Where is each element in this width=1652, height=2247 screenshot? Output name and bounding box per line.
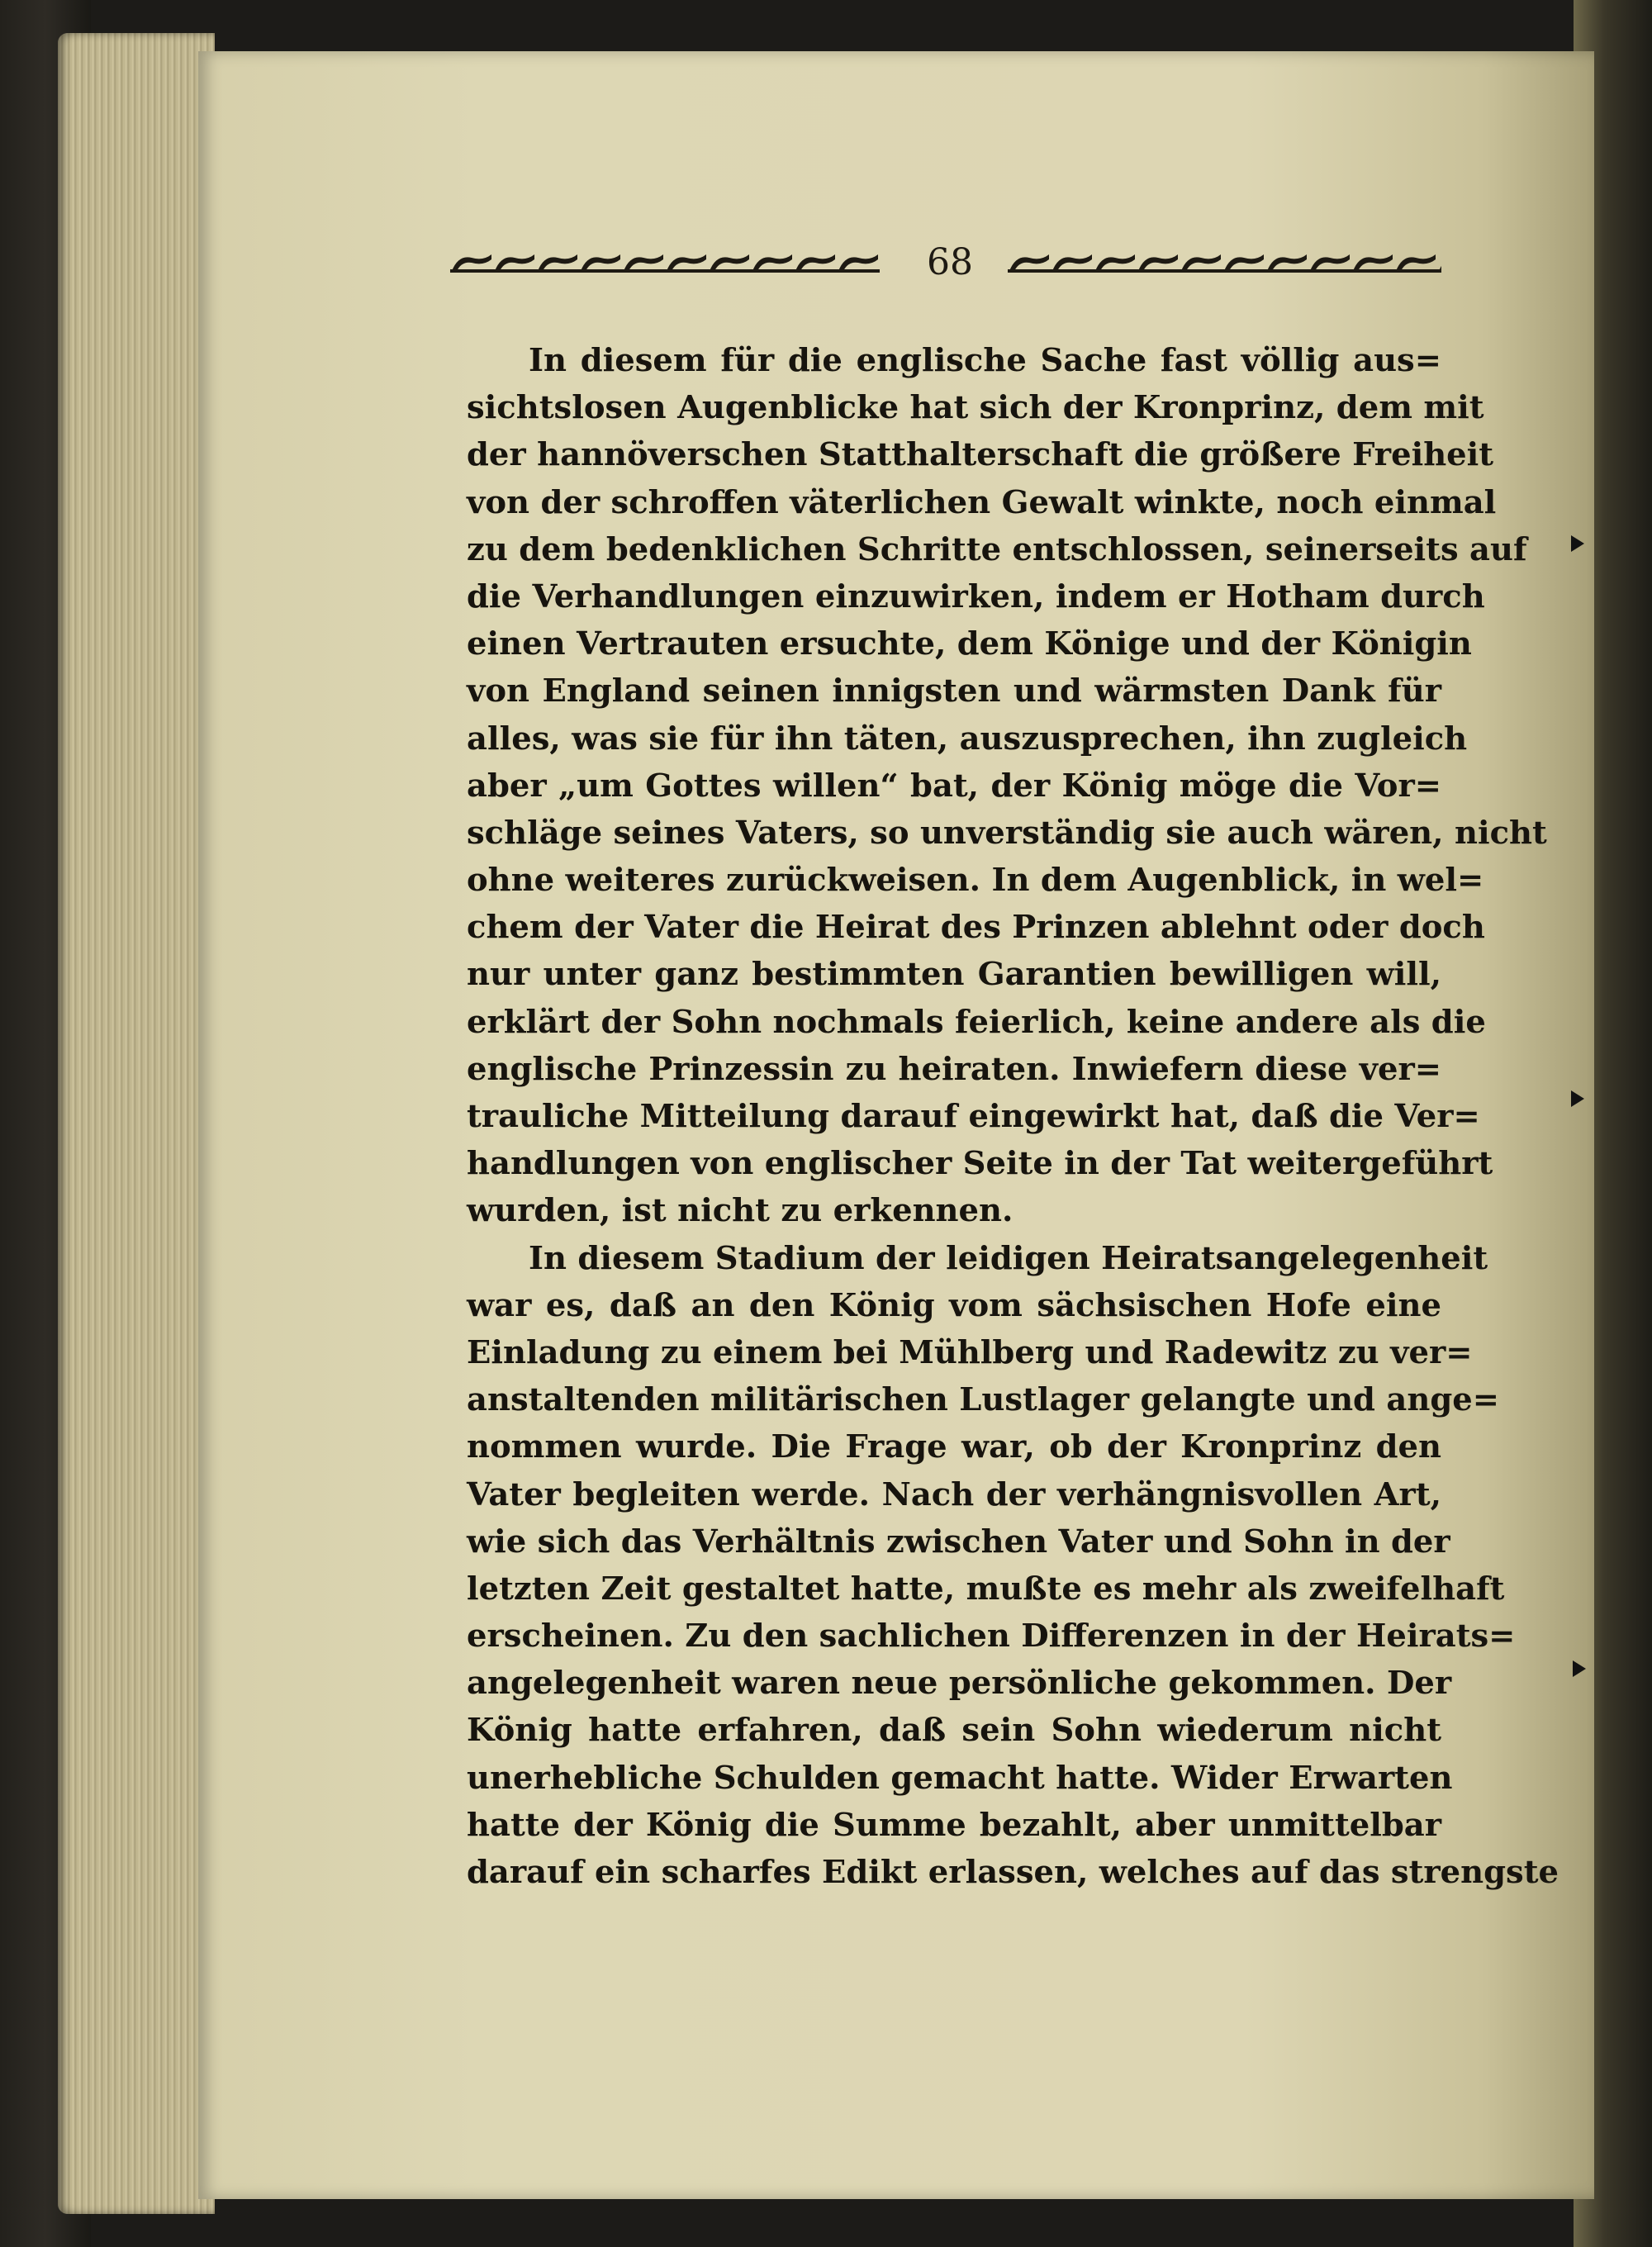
text-line: der hannöverschen Statthalterschaft die größere Freiheit	[467, 436, 1494, 474]
text-line: sichtslosen Augenblicke hat sich der Kronprinz, dem mit	[467, 389, 1484, 427]
text-line: war es, daß an den König vom sächsischen Hofe eine	[467, 1286, 1441, 1324]
text-line: wie sich das Verhältnis zwischen Vater und Sohn in der	[467, 1523, 1450, 1561]
page-edges	[58, 33, 215, 2214]
text-line: schläge seines Vaters, so unverständig sie auch wären, nicht	[467, 814, 1547, 852]
text-line: englische Prinzessin zu heiraten. Inwiefern diese ver=	[467, 1050, 1441, 1088]
text-line: die Verhandlungen einzuwirken, indem er Hotham durch	[467, 577, 1485, 615]
margin-marker-icon	[1571, 1090, 1584, 1107]
text-line: ohne weiteres zurückweisen. In dem Augenblick, in wel=	[467, 862, 1484, 900]
text-line: darauf ein scharfes Edikt erlassen, welches auf das strengste	[467, 1854, 1559, 1891]
text-line: König hatte erfahren, daß sein Sohn wiederum nicht	[467, 1712, 1441, 1750]
text-line: nur unter ganz bestimmten Garantien bewilligen will,	[467, 956, 1441, 994]
text-line: handlungen von englischer Seite in der Tat weitergeführt	[467, 1145, 1493, 1183]
text-line: letzten Zeit gestaltet hatte, mußte es mehr als zweifelhaft	[467, 1570, 1505, 1608]
text-line: unerhebliche Schulden gemacht hatte. Wider Erwarten	[467, 1759, 1453, 1797]
text-line: alles, was sie für ihn täten, auszusprechen, ihn zugleich	[467, 720, 1468, 758]
text-line: zu dem bedenklichen Schritte entschlossen, seinerseits auf	[467, 530, 1527, 568]
text-line: erklärt der Sohn nochmals feierlich, keine andere als die	[467, 1003, 1486, 1041]
text-line: hatte der König die Summe bezahlt, aber unmittelbar	[467, 1806, 1441, 1844]
body-text	[467, 337, 1559, 1896]
margin-marker-icon	[1573, 1660, 1586, 1677]
text-line: In diesem Stadium der leidigen Heiratsangelegenheit	[529, 1239, 1488, 1277]
margin-marker-icon	[1571, 535, 1584, 552]
text-line: von der schroffen väterlichen Gewalt winkte, noch einmal	[467, 483, 1497, 521]
text-line: chem der Vater die Heirat des Prinzen ablehnt oder doch	[467, 909, 1485, 947]
header-ornament-right	[1008, 251, 1441, 276]
text-line: angelegenheit waren neue persönliche gekommen. Der	[467, 1665, 1452, 1703]
text-line: erscheinen. Zu den sachlichen Differenzen in der Heirats=	[467, 1618, 1516, 1656]
text-line: nommen wurde. Die Frage war, ob der Kronprinz den	[467, 1428, 1441, 1466]
text-line: einen Vertrauten ersuchte, dem Könige und der Königin	[467, 625, 1472, 663]
text-line: von England seinen innigsten und wärmsten Dank für	[467, 672, 1441, 710]
text-line: In diesem für die englische Sache fast völlig aus=	[529, 342, 1441, 379]
text-line: wurden, ist nicht zu erkennen.	[467, 1192, 1014, 1230]
page-number: 68	[927, 241, 973, 283]
text-line: anstaltenden militärischen Lustlager gelangte und ange=	[467, 1381, 1499, 1419]
text-line: trauliche Mitteilung darauf eingewirkt hat, daß die Ver=	[467, 1098, 1480, 1135]
paragraph	[467, 1235, 1559, 1897]
text-line: Einladung zu einem bei Mühlberg und Radewitz zu ver=	[467, 1333, 1473, 1371]
page-header	[450, 240, 1441, 289]
text-line: aber „um Gottes willen“ bat, der König möge die Vor=	[467, 767, 1441, 805]
header-ornament-left	[450, 251, 880, 276]
paragraph	[467, 337, 1547, 1235]
text-line: Vater begleiten werde. Nach der verhängnisvollen Art,	[467, 1475, 1441, 1513]
